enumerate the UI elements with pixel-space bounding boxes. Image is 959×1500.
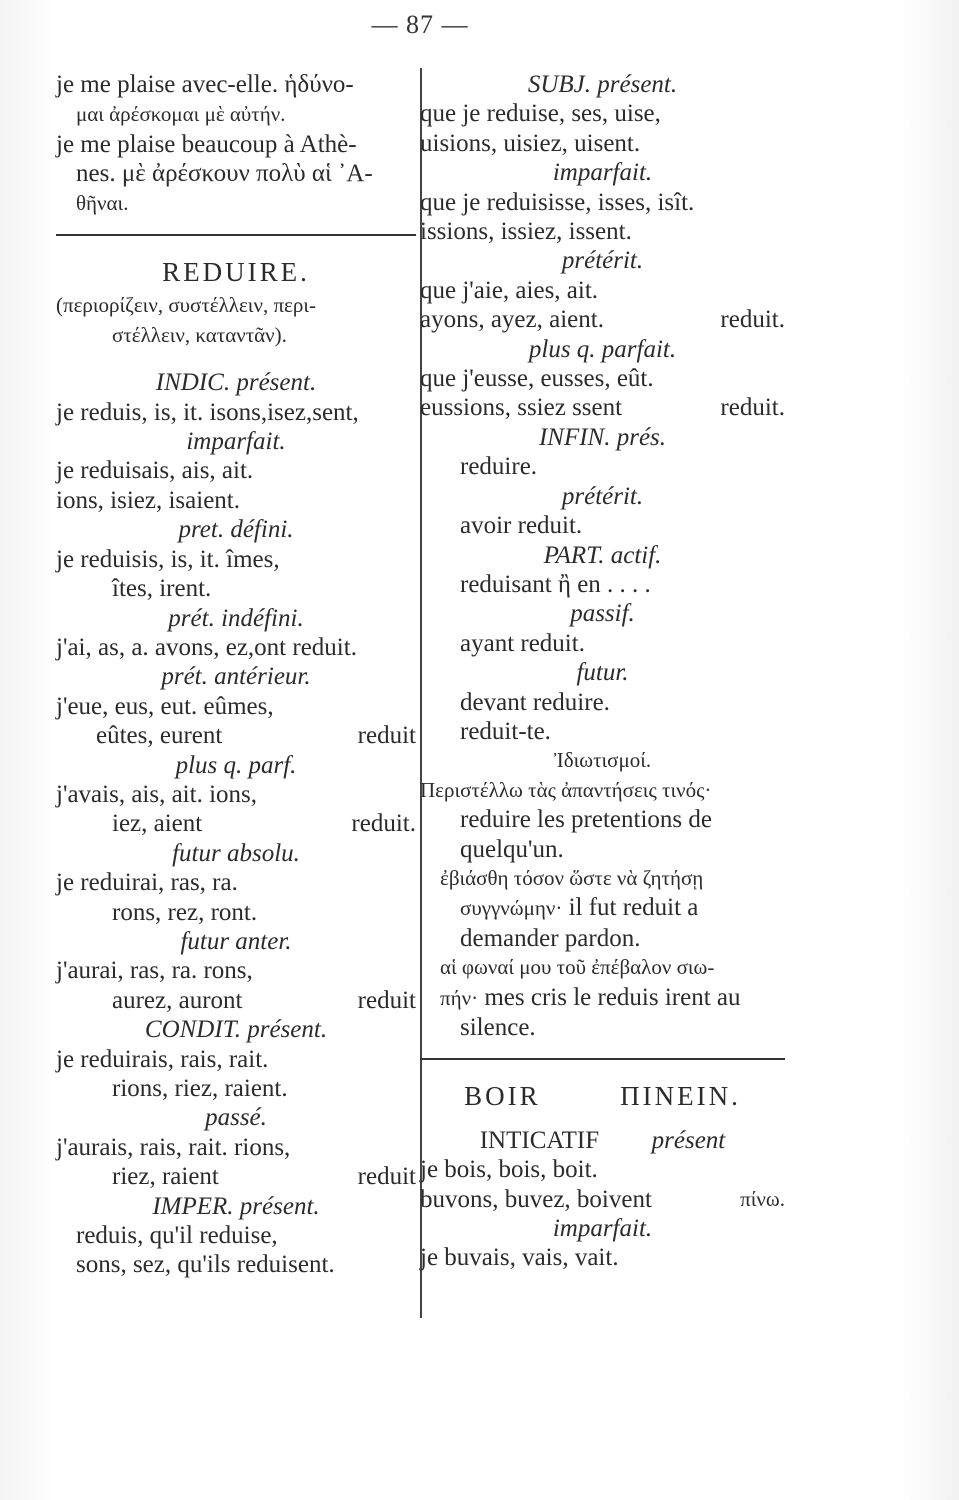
tense-heading: INFIN. prés. [538,423,667,451]
mood-label: INTICATIF [479,1126,600,1154]
tense-heading: plus q. parf. [175,751,297,779]
conjugation-line: reduis, qu'il reduise, [76,1222,278,1250]
greek-text: μαι ἀρέσκομαι μὲ αὐτήν. [76,102,286,127]
idioms-heading: Ἰδιωτισμοί. [553,748,652,773]
conjugation-line: j'eue, eus, eut. eûmes, [56,692,274,720]
section-rule [420,1058,785,1060]
conjugation-line: je buvais, vais, vait. [420,1244,619,1272]
idiom-translation: mes cris le reduis irent au [484,983,741,1011]
tense-heading: INDIC. présent. [155,369,317,397]
entry-title-french: BOIR [464,1081,541,1112]
conjugation-forms: eûtes, eurent [96,722,223,750]
conjugation-line: que je reduisisse, isses, isît. [420,188,695,216]
tense-heading: futur absolu. [172,839,300,867]
text-line: θῆναι. [76,190,129,215]
idiom-translation: quelqu'un. [460,835,564,863]
conjugation-line: j'avais, ais, ait. ions, [56,780,258,808]
tense-heading: passé. [205,1104,267,1132]
conjugation-forms: buvons, buvez, boivent [420,1185,652,1213]
left-column [56,70,416,1280]
tense-heading: imparfait. [186,428,286,456]
conjugation-line: issions, issiez, issent. [420,218,632,246]
tense-heading: SUBJ. présent. [527,71,678,98]
conjugation-line [420,1185,785,1214]
tense-heading: futur anter. [180,927,292,955]
tense-heading: pret. défini. [178,516,294,544]
idiom-translation: il fut reduit a [568,894,699,922]
idiom-translation: demander pardon. [460,924,641,952]
tense-heading: plus q. parfait. [528,335,677,363]
greek-text: πίνω. [740,1186,785,1211]
entry-title-greek: ΠΙΝΕΙΝ. [620,1081,741,1112]
entry-title [420,1082,785,1111]
participle: reduit. [720,306,785,334]
participle: reduit [357,986,416,1014]
conjugation-line: que j'eusse, eusses, eût. [420,365,654,393]
conjugation-line: reduisant ἢ en . . . . [460,570,651,598]
idiom-line [420,983,785,1013]
tense-heading [420,1126,785,1155]
conjugation-line: reduit-te. [460,717,551,745]
page-number: — 87 — [371,10,469,39]
tense-heading: prétérit. [561,482,644,510]
greek-text: ἐβιάσθη τόσον ὥστε νὰ ζητήσῃ [440,865,704,890]
tense-heading: IMPER. présent. [152,1192,320,1220]
conjugation-line: j'aurais, rais, rait. rions, [56,1133,291,1161]
conjugation-forms: ayons, ayez, aient. [420,306,604,334]
conjugation-line [56,721,416,750]
conjugation-line: je reduirais, rais, rait. [56,1045,269,1073]
greek-text: συγγνώμην· [460,896,563,921]
conjugation-line: îtes, irent. [112,575,212,603]
greek-text: Περιστέλλω τὰς ἀπαντήσεις τινός· [420,777,712,802]
conjugation-line: devant reduire. [460,688,610,716]
section-rule [56,234,416,236]
text-line [56,99,416,129]
conjugation-line: que je reduise, ses, uise, [420,100,661,128]
conjugation-line: je reduis, is, it. isons,isez,sent, [56,398,359,426]
right-column [420,70,785,1273]
tense-heading: prét. antérieur. [161,663,311,691]
conjugation-line: ions, isiez, isaient. [56,486,240,514]
conjugation-forms: eussions, ssiez ssent [420,394,623,422]
conjugation-line [56,1162,416,1191]
tense-heading: PART. actif. [543,541,662,569]
conjugation-line: j'ai, as, a. avons, ez,ont reduit. [56,633,357,661]
conjugation-line: je reduisis, is, it. îmes, [56,545,280,573]
entry-title: REDUIRE. [162,257,310,288]
conjugation-line [420,393,785,422]
tense-heading: imparfait. [552,1215,653,1243]
conjugation-line: je reduisais, ais, ait. [56,457,254,485]
conjugation-line [56,986,416,1015]
participle: reduit. [720,394,785,422]
conjugation-line: avoir reduit. [460,512,583,540]
greek-gloss: (περιορίζειν, συστέλλειν, περι- [56,293,316,318]
text-line: nes. μὲ ἀρέσκουν πολὺ αἱ ᾿Α- [76,160,373,188]
tense-heading: CONDIT. présent. [144,1016,328,1044]
tense-heading: passif. [570,600,635,628]
conjugation-line: rons, rez, ront. [112,898,258,926]
conjugation-line: je bois, bois, boit. [420,1156,598,1184]
conjugation-line: j'aurai, ras, ra. rons, [56,957,253,985]
conjugation-line [420,305,785,334]
greek-gloss: στέλλειν, καταντᾶν). [112,322,287,347]
idiom-translation: reduire les pretentions de [460,806,712,834]
conjugation-forms: aurez, auront [112,986,243,1014]
greek-text: πήν· [440,985,479,1010]
text-line: je me plaise avec-elle. ἡδύνο- [56,71,354,98]
conjugation-line: uisions, uisiez, uisent. [420,129,641,157]
tense-heading: prét. indéfini. [168,604,304,632]
conjugation-line: ayant reduit. [460,629,585,657]
tense-heading: prétérit. [561,247,644,275]
participle: reduit [357,1163,416,1191]
conjugation-forms: riez, raient [112,1163,219,1191]
conjugation-line: sons, sez, qu'ils reduisent. [76,1251,335,1279]
text-line: je me plaise beaucoup à Athè- [56,130,357,158]
tense-label: présent [651,1126,726,1154]
tense-heading: futur. [576,659,629,687]
participle: reduit. [351,810,416,838]
conjugation-line: rions, riez, raient. [112,1075,288,1102]
conjugation-line: que j'aie, aies, ait. [420,276,599,304]
tense-heading: imparfait. [552,159,653,187]
greek-text: αἱ φωναί μου τοῦ ἐπέβαλον σιω- [440,955,715,980]
conjugation-line: reduire. [460,453,538,481]
conjugation-line: je reduirai, ras, ra. [56,869,238,897]
participle: reduit [357,722,416,750]
conjugation-line [56,809,416,838]
idiom-line [420,893,785,923]
idiom-translation: silence. [460,1014,536,1041]
conjugation-forms: iez, aient [112,810,203,838]
